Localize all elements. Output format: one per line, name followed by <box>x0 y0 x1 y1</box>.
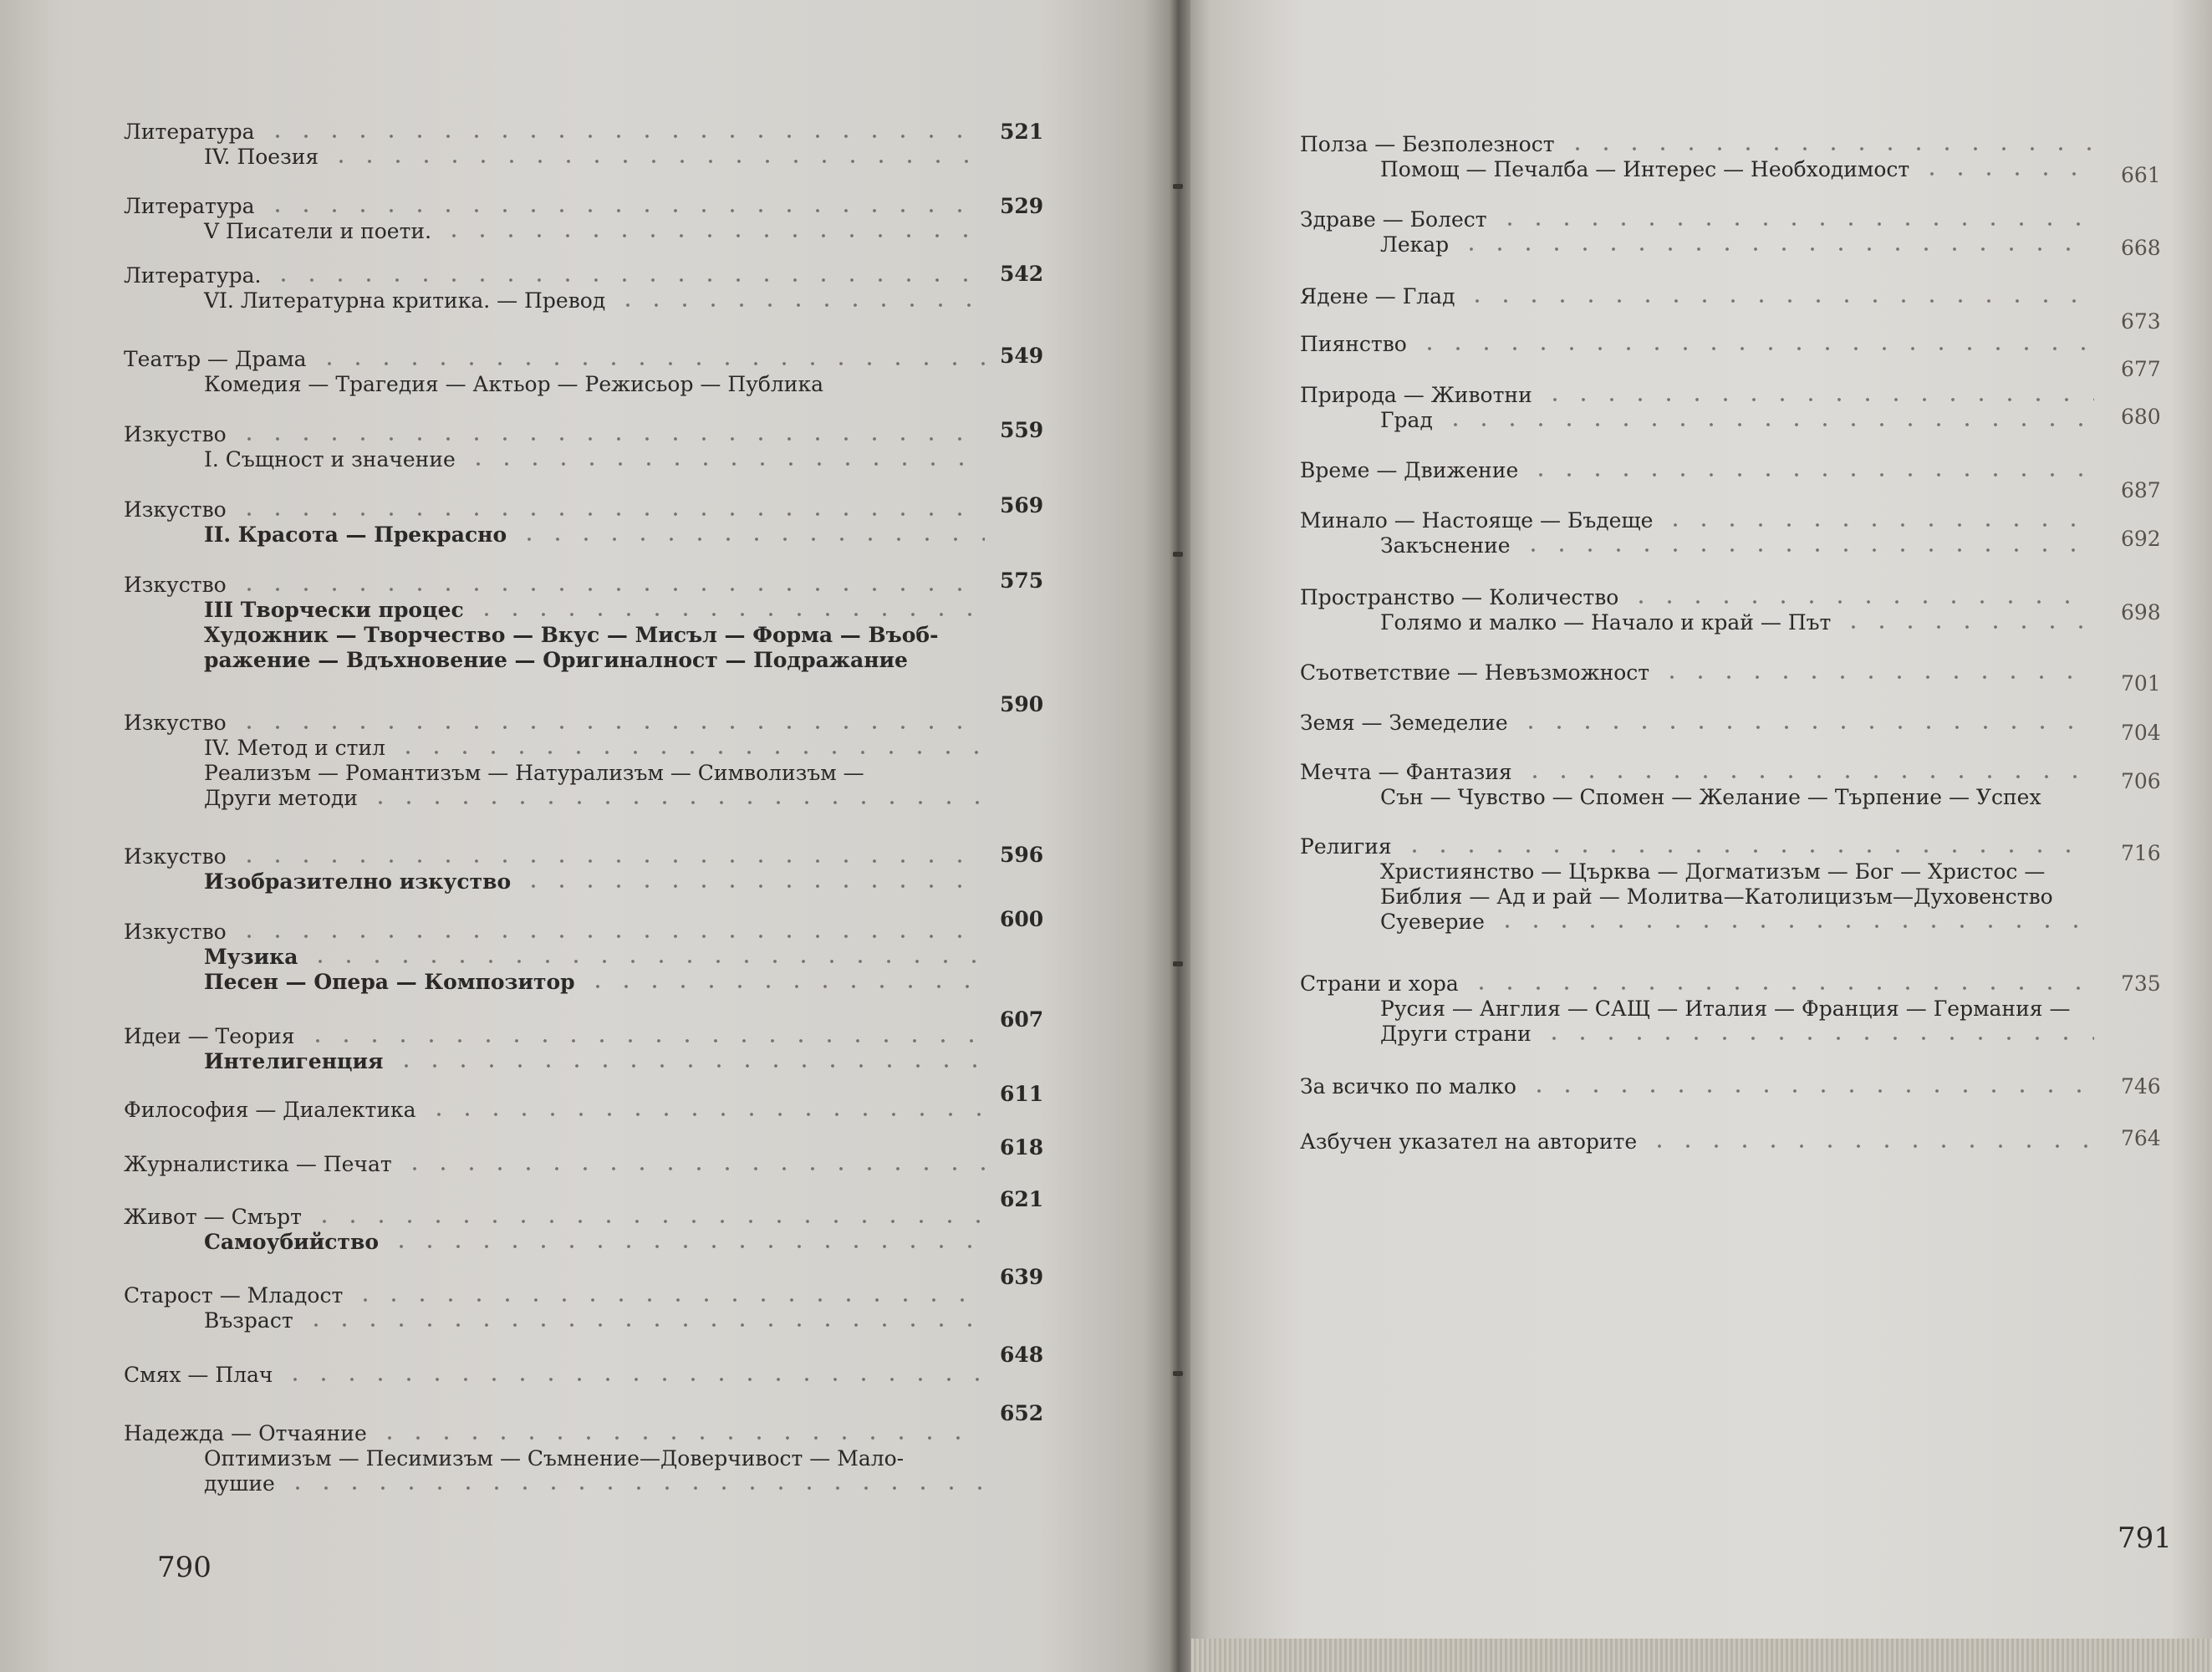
toc-heading: Страни и хора <box>1300 971 1459 996</box>
toc-page-number: 569 <box>1000 493 1044 517</box>
toc-heading-line <box>124 711 993 736</box>
toc-page-number: 704 <box>2121 721 2161 745</box>
toc-subheading: Възраст <box>204 1308 293 1333</box>
toc-entry <box>124 347 993 397</box>
toc-entry <box>1300 1074 2102 1099</box>
toc-heading: Природа — Животни <box>1300 383 1532 407</box>
toc-page-number: 668 <box>2121 236 2161 260</box>
toc-heading-line <box>1300 207 2102 232</box>
toc-subheading-line <box>124 648 993 673</box>
toc-page-number: 764 <box>2121 1126 2161 1150</box>
toc-page-number: 687 <box>2121 478 2161 502</box>
dot-leader <box>1467 986 2094 991</box>
toc-subheading: Други страни <box>1380 1022 1532 1046</box>
toc-heading-line <box>1300 834 2102 859</box>
toc-heading: Съответствие — Невъзможност <box>1300 660 1650 685</box>
dot-leader <box>351 1297 985 1302</box>
toc-subheading: I. Същност и значение <box>204 447 456 472</box>
toc-subheading: Други методи <box>204 786 358 810</box>
toc-subheading: Закъснение <box>1380 533 1511 558</box>
dot-leader <box>387 1244 985 1249</box>
dot-leader <box>302 1323 985 1328</box>
toc-entry <box>124 1098 993 1123</box>
toc-entry <box>124 497 993 548</box>
toc-subheading: Библия — Ад и рай — Молитва—Католицизъм—Духовенство <box>1380 884 2053 909</box>
toc-subheading: Град <box>1380 408 1433 432</box>
toc-heading-line <box>124 1363 993 1388</box>
toc-page-number: 607 <box>1000 1007 1044 1032</box>
toc-subheading: III Творчески процес <box>204 598 464 622</box>
dot-leader <box>1563 146 2094 151</box>
toc-subheading: Голямо и малко — Начало и край — Път <box>1380 610 1832 635</box>
toc-subheading-line <box>124 1471 993 1496</box>
toc-subheading-line <box>1300 610 2102 635</box>
dot-leader <box>235 725 985 730</box>
toc-subheading-line <box>124 372 993 397</box>
toc-heading: Литература. <box>124 263 262 288</box>
toc-entry <box>1300 760 2102 810</box>
toc-heading: Смях — Плач <box>124 1363 273 1387</box>
toc-heading: Ядене — Глад <box>1300 284 1455 308</box>
toc-subheading: Помощ — Печалба — Интерес — Необходимост <box>1380 157 1910 181</box>
binding-cloth <box>1191 1639 2212 1672</box>
toc-page-number: 677 <box>2121 357 2161 381</box>
toc-heading: Идеи — Теория <box>124 1024 295 1048</box>
toc-heading: Изкуство <box>124 711 227 735</box>
toc-page-number: 648 <box>1000 1343 1044 1367</box>
toc-entry <box>124 194 993 244</box>
toc-subheading-line <box>124 1446 993 1471</box>
toc-subheading: VI. Литературна критика. — Превод <box>204 288 606 313</box>
toc-entry <box>124 1283 993 1333</box>
dot-leader <box>515 537 985 542</box>
toc-heading: Литература <box>124 120 255 144</box>
toc-subheading: Интелигенция <box>204 1049 384 1073</box>
toc-subheading: V Писатели и поети. <box>204 219 432 243</box>
dot-leader <box>1541 397 2094 402</box>
toc-subheading-line <box>1300 997 2102 1022</box>
toc-page-number: 698 <box>2121 600 2161 624</box>
toc-entry <box>124 711 993 811</box>
toc-entry <box>1300 1129 2102 1155</box>
toc-page-number: 661 <box>2121 163 2161 187</box>
toc-subheading: Художник — Творчество — Вкус — Мисъл — Форма — Въоб- <box>204 623 939 647</box>
toc-heading-line <box>1300 458 2102 483</box>
toc-subheading-line <box>124 145 993 170</box>
dot-leader <box>1839 624 2094 630</box>
dot-leader <box>1463 298 2094 303</box>
toc-subheading-line <box>1300 1022 2102 1047</box>
toc-entry <box>1300 132 2102 182</box>
dot-leader <box>394 750 985 755</box>
toc-entry <box>124 1152 993 1177</box>
dot-leader <box>281 1377 985 1382</box>
toc-entry <box>124 573 993 673</box>
dot-leader <box>1658 675 2094 680</box>
toc-heading-line <box>124 573 993 598</box>
dot-leader <box>1627 599 2094 604</box>
toc-subheading-line <box>1300 910 2102 935</box>
toc-heading: Философия — Диалектика <box>124 1098 416 1122</box>
toc-heading: Изкуство <box>124 844 227 869</box>
toc-entry <box>1300 508 2102 558</box>
toc-heading: Религия <box>1300 834 1392 859</box>
toc-subheading-line <box>124 522 993 548</box>
toc-heading: Изкуство <box>124 497 227 522</box>
dot-leader <box>519 884 985 889</box>
toc-heading: Литература <box>124 194 255 218</box>
dot-leader <box>1645 1144 2094 1149</box>
toc-heading-line <box>1300 971 2102 997</box>
toc-heading-line <box>124 422 993 447</box>
toc-entry <box>124 422 993 472</box>
book-gutter <box>1169 0 1190 1672</box>
toc-entry <box>124 1421 993 1496</box>
toc-heading-line <box>124 347 993 372</box>
dot-leader <box>366 800 985 805</box>
dot-leader <box>269 278 985 283</box>
toc-heading: Земя — Земеделие <box>1300 711 1508 735</box>
dot-leader <box>400 1166 985 1171</box>
toc-heading-line <box>124 1205 993 1230</box>
toc-entry <box>1300 284 2102 309</box>
dot-leader <box>472 612 985 617</box>
toc-subheading: Песен — Опера — Композитор <box>204 970 575 994</box>
dot-leader <box>425 1112 985 1117</box>
toc-entry <box>124 263 993 314</box>
dot-leader <box>375 1435 985 1440</box>
toc-heading-line <box>124 844 993 869</box>
toc-page-number: 542 <box>1000 262 1044 286</box>
toc-subheading-line <box>1300 232 2102 257</box>
binding-stitch <box>1173 961 1183 966</box>
toc-subheading-line <box>124 1308 993 1333</box>
binding-stitch <box>1173 1371 1183 1376</box>
toc-heading: Пиянство <box>1300 332 1407 356</box>
toc-page-number: 692 <box>2121 527 2161 551</box>
toc-subheading-line <box>124 786 993 811</box>
toc-page-number: 575 <box>1000 568 1044 593</box>
toc-heading: Минало — Настояще — Бъдеще <box>1300 508 1654 533</box>
toc-heading-line <box>124 497 993 522</box>
toc-subheading: Християнство — Църква — Догматизъм — Бог — Христос — <box>1380 859 2046 884</box>
toc-heading: Здраве — Болест <box>1300 207 1487 232</box>
dot-leader <box>235 934 985 939</box>
dot-leader <box>1661 522 2094 528</box>
dot-leader <box>464 461 985 466</box>
toc-page-number: 549 <box>1000 344 1044 368</box>
toc-page-number: 611 <box>1000 1082 1044 1106</box>
toc-subheading-line <box>124 761 993 786</box>
toc-heading: Изкуство <box>124 422 227 446</box>
toc-heading: Старост — Младост <box>124 1283 344 1308</box>
toc-entry <box>1300 332 2102 357</box>
toc-subheading-line <box>1300 859 2102 884</box>
toc-heading: Театър — Драма <box>124 347 307 371</box>
toc-page-number: 600 <box>1000 907 1044 931</box>
dot-leader <box>310 1219 985 1224</box>
dot-leader <box>263 208 985 213</box>
toc-entry <box>124 1024 993 1074</box>
toc-subheading-line <box>124 447 993 472</box>
toc-page-number: 621 <box>1000 1187 1044 1211</box>
toc-subheading: Лекар <box>1380 232 1450 257</box>
toc-heading: Пространство — Количество <box>1300 585 1619 609</box>
dot-leader <box>235 859 985 864</box>
toc-subheading-line <box>124 736 993 761</box>
toc-entry <box>1300 711 2102 736</box>
toc-heading: Журналистика — Печат <box>124 1152 392 1176</box>
toc-heading-line <box>124 1283 993 1308</box>
toc-page-number: 521 <box>1000 120 1044 144</box>
toc-entry <box>124 1363 993 1388</box>
toc-entry <box>1300 585 2102 635</box>
toc-page-number: 652 <box>1000 1401 1044 1425</box>
toc-heading-line <box>1300 1129 2102 1155</box>
dot-leader <box>306 959 985 964</box>
toc-subheading: Оптимизъм — Песимизъм — Съмнение—Доверчивост — Мало- <box>204 1446 905 1471</box>
toc-heading-line <box>124 120 993 145</box>
toc-heading: Азбучен указател на авторите <box>1300 1129 1638 1154</box>
toc-page-number: 680 <box>2121 405 2161 429</box>
dot-leader <box>235 512 985 517</box>
dot-leader <box>235 587 985 592</box>
toc-heading-line <box>124 1024 993 1049</box>
toc-page-number: 701 <box>2121 671 2161 696</box>
toc-subheading: IV. Метод и стил <box>204 736 386 760</box>
toc-page-number: 618 <box>1000 1135 1044 1160</box>
toc-heading: Мечта — Фантазия <box>1300 760 1512 784</box>
dot-leader <box>235 436 985 441</box>
dot-leader <box>315 361 985 366</box>
toc-subheading-line <box>124 1049 993 1074</box>
toc-subheading-line <box>124 945 993 970</box>
toc-subheading-line <box>1300 785 2102 810</box>
toc-subheading: ражение — Вдъхновение — Оригиналност — Подражание <box>204 648 908 672</box>
toc-heading-line <box>124 1152 993 1177</box>
toc-subheading-line <box>124 623 993 648</box>
toc-heading: Изкуство <box>124 573 227 597</box>
dot-leader <box>392 1063 986 1068</box>
toc-page-number: 673 <box>2121 309 2161 334</box>
toc-subheading-line <box>1300 408 2102 433</box>
toc-page-number: 596 <box>1000 843 1044 867</box>
dot-leader <box>1415 346 2094 351</box>
toc-heading: Изкуство <box>124 920 227 944</box>
toc-entry <box>1300 971 2102 1047</box>
toc-subheading: Реализъм — Романтизъм — Натурализъм — Символизъм — <box>204 761 864 785</box>
toc-subheading-line <box>1300 533 2102 558</box>
toc-page-number: 639 <box>1000 1265 1044 1289</box>
toc-entry <box>1300 207 2102 257</box>
dot-leader <box>1516 725 2094 730</box>
dot-leader <box>1540 1036 2094 1041</box>
toc-heading: Надежда — Отчаяние <box>124 1421 367 1445</box>
dot-leader <box>614 303 985 308</box>
toc-entry <box>124 120 993 170</box>
toc-page-number: 529 <box>1000 194 1044 218</box>
toc-subheading: Самоубийство <box>204 1230 380 1254</box>
toc-heading-line <box>124 1421 993 1446</box>
toc-subheading-line <box>124 1230 993 1255</box>
toc-subheading-line <box>124 288 993 314</box>
toc-subheading-line <box>124 970 993 995</box>
toc-entry <box>124 920 993 995</box>
dot-leader <box>584 984 985 989</box>
toc-entry <box>1300 834 2102 935</box>
toc-subheading-line <box>124 869 993 895</box>
dot-leader <box>440 233 985 238</box>
toc-heading-line <box>1300 711 2102 736</box>
right-page <box>1179 0 2212 1672</box>
dot-leader <box>1457 247 2094 252</box>
toc-heading-line <box>1300 284 2102 309</box>
toc-entry <box>1300 383 2102 433</box>
toc-heading-line <box>1300 760 2102 785</box>
dot-leader <box>303 1038 985 1043</box>
toc-heading-line <box>1300 585 2102 610</box>
toc-page-number: 735 <box>2121 971 2161 996</box>
dot-leader <box>1519 548 2094 553</box>
toc-page-number: 746 <box>2121 1074 2161 1099</box>
toc-heading: Полза — Безполезност <box>1300 132 1555 156</box>
toc-entry <box>124 1205 993 1255</box>
toc-heading: За всичко по малко <box>1300 1074 1516 1099</box>
toc-heading-line <box>124 263 993 288</box>
dot-leader <box>263 134 985 139</box>
binding-stitch <box>1173 184 1183 189</box>
toc-entry <box>1300 458 2102 483</box>
toc-page-number: 706 <box>2121 769 2161 793</box>
toc-subheading: душие <box>204 1471 275 1496</box>
toc-page-number: 559 <box>1000 418 1044 442</box>
toc-heading: Време — Движение <box>1300 458 1519 482</box>
toc-heading-line <box>1300 508 2102 533</box>
dot-leader <box>1400 849 2094 854</box>
toc-subheading: Русия — Англия — САЩ — Италия — Франция — Германия — <box>1380 997 2071 1021</box>
toc-entry <box>1300 660 2102 686</box>
dot-leader <box>1526 472 2094 477</box>
toc-heading-line <box>124 920 993 945</box>
toc-subheading: Музика <box>204 945 298 969</box>
dot-leader <box>327 159 985 164</box>
dot-leader <box>283 1486 985 1491</box>
toc-heading-line <box>1300 660 2102 686</box>
toc-page-number: 590 <box>1000 692 1044 716</box>
toc-subheading: Суеверие <box>1380 910 1485 934</box>
toc-subheading-line <box>124 219 993 244</box>
toc-heading-line <box>1300 332 2102 357</box>
toc-heading-line <box>1300 1074 2102 1099</box>
toc-subheading: Изобразително изкуство <box>204 869 512 894</box>
toc-page-number: 716 <box>2121 841 2161 865</box>
toc-entry <box>124 844 993 895</box>
toc-heading-line <box>1300 132 2102 157</box>
toc-subheading: IV. Поезия <box>204 145 319 169</box>
toc-heading-line <box>124 194 993 219</box>
toc-subheading: Комедия — Трагедия — Актьор — Режисьор — Публика <box>204 372 823 396</box>
page-folio-number: 790 <box>157 1551 212 1584</box>
toc-subheading-line <box>1300 157 2102 182</box>
toc-subheading-line <box>1300 884 2102 910</box>
toc-heading-line <box>124 1098 993 1123</box>
dot-leader <box>1521 774 2094 779</box>
dot-leader <box>1918 171 2094 176</box>
toc-subheading: II. Красота — Прекрасно <box>204 522 507 547</box>
page-folio-number: 791 <box>2118 1522 2172 1555</box>
binding-stitch <box>1173 552 1183 557</box>
toc-subheading-line <box>124 598 993 623</box>
dot-leader <box>1496 222 2094 227</box>
toc-subheading: Сън — Чувство — Спомен — Желание — Търпение — Успех <box>1380 785 2041 809</box>
dot-leader <box>1525 1088 2094 1093</box>
toc-heading: Живот — Смърт <box>124 1205 302 1229</box>
toc-heading-line <box>1300 383 2102 408</box>
dot-leader <box>1493 924 2094 929</box>
dot-leader <box>1441 422 2094 427</box>
